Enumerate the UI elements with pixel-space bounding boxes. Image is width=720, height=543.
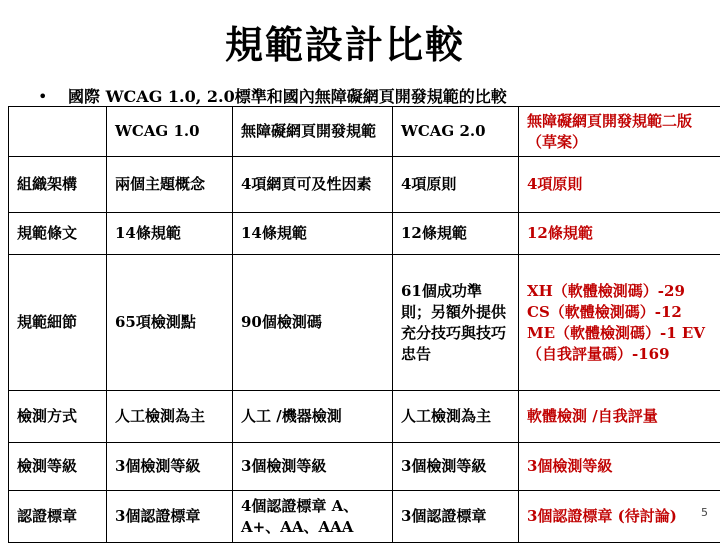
row-label: 組織架構 [9,157,107,213]
table-cell: 65項檢測點 [107,255,233,391]
table-cell: 14條規範 [107,213,233,255]
comparison-table [8,106,720,543]
table-cell: 人工檢測為主 [393,391,519,443]
header-cell [9,107,107,157]
table-cell: 4項原則 [393,157,519,213]
bullet-icon: • [38,87,68,106]
table-cell: XH（軟體檢測碼）-29 CS（軟體檢測碼）-12 ME（軟體檢測碼）-1 EV（自我評量碼）-169 [519,255,720,391]
table-cell: 3個認證標章 [107,491,233,543]
bullet-line [38,84,507,107]
table-cell: 3個檢測等級 [519,443,720,491]
table-cell: 12條規範 [519,213,720,255]
table-row [9,391,720,443]
table-row [9,255,720,391]
table-cell: 12條規範 [393,213,519,255]
table-cell: 軟體檢測 /自我評量 [519,391,720,443]
table-row [9,491,720,543]
row-label: 檢測方式 [9,391,107,443]
row-label: 認證標章 [9,491,107,543]
table-row [9,443,720,491]
table-cell: 人工 /機器檢測 [233,391,393,443]
table-header-row [9,107,720,157]
table-cell: 3個認證標章 (待討論) [519,491,720,543]
table-cell: 61個成功準則；另額外提供充分技巧與技巧忠告 [393,255,519,391]
table-cell: 3個檢測等級 [107,443,233,491]
table-cell: 3個檢測等級 [393,443,519,491]
row-label: 規範細節 [9,255,107,391]
row-label: 檢測等級 [9,443,107,491]
header-cell: WCAG 2.0 [393,107,519,157]
table-cell: 3個認證標章 [393,491,519,543]
table-cell: 4項原則 [519,157,720,213]
table-cell: 3個檢測等級 [233,443,393,491]
row-label: 規範條文 [9,213,107,255]
header-cell: WCAG 1.0 [107,107,233,157]
table-cell: 4項網頁可及性因素 [233,157,393,213]
table-cell: 4個認證標章 A、A+、AA、AAA [233,491,393,543]
table-cell: 兩個主題概念 [107,157,233,213]
table-cell: 90個檢測碼 [233,255,393,391]
table-cell: 14條規範 [233,213,393,255]
table-row [9,213,720,255]
header-cell: 無障礙網頁開發規範 [233,107,393,157]
table-cell: 人工檢測為主 [107,391,233,443]
bullet-text: 國際 WCAG 1.0, 2.0標準和國內無障礙網頁開發規範的比較 [68,87,507,106]
page-number: 5 [701,506,708,519]
slide-title: 規範設計比較 [0,14,690,69]
table-row [9,157,720,213]
header-cell: 無障礙網頁開發規範二版（草案） [519,107,720,157]
